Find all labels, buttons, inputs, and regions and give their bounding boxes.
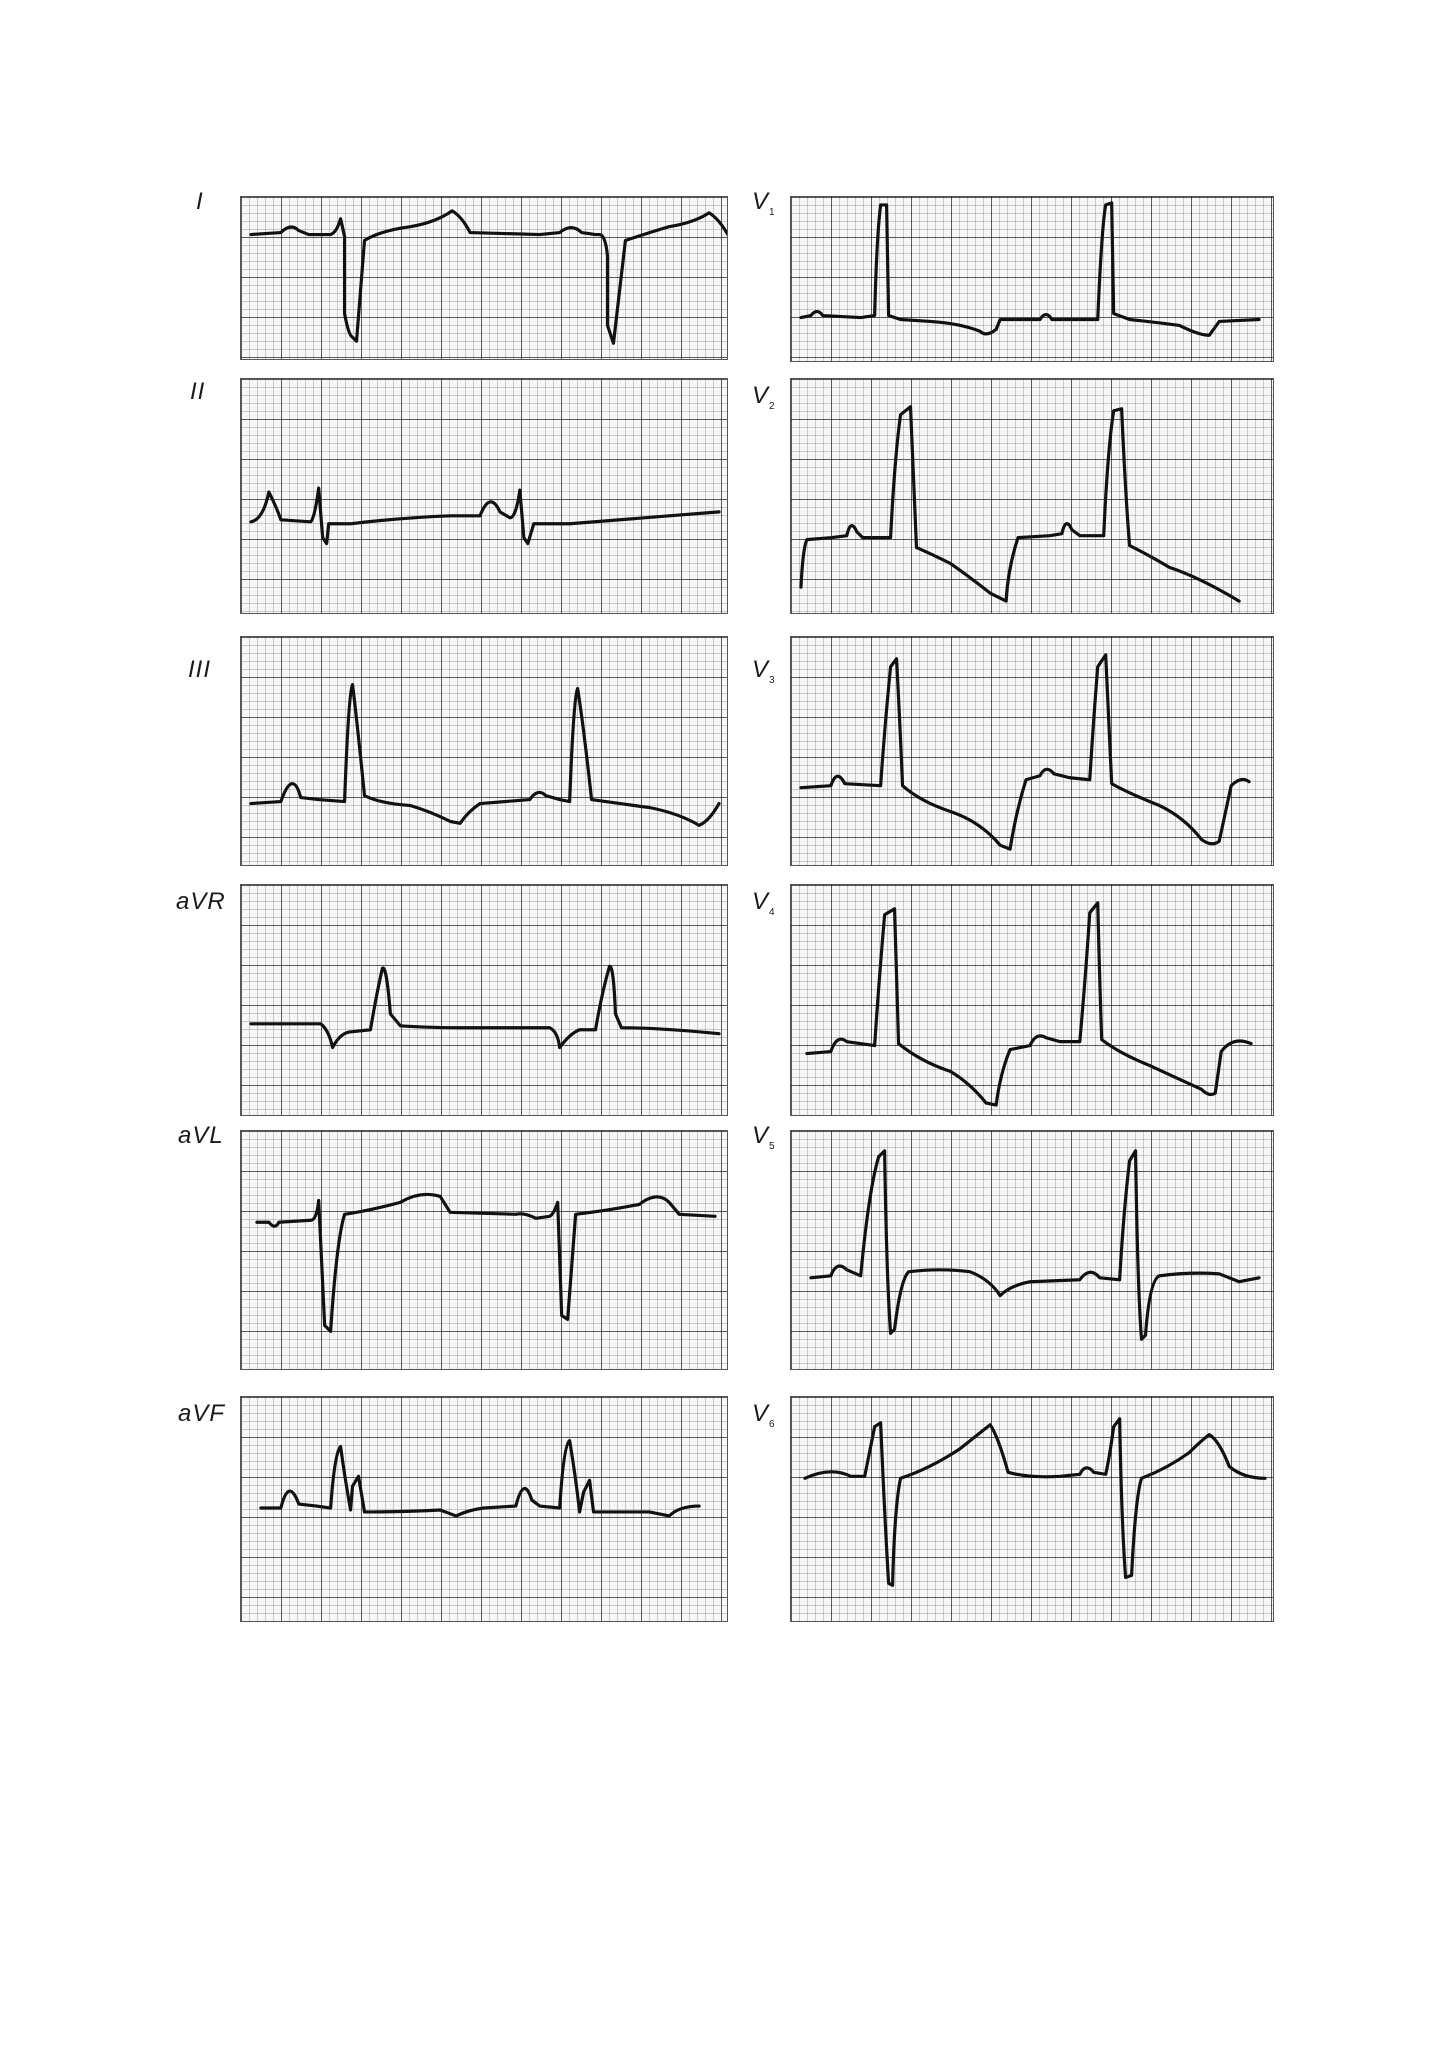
ecg-trace-lead-aVL [257,1194,715,1331]
ecg-trace-lead-V5 [811,1151,1259,1339]
ecg-strip-lead-V5 [790,1130,1274,1370]
ecg-trace-lead-II [251,488,719,544]
ecg-trace-lead-V2 [801,407,1239,601]
ecg-trace-lead-aVF [261,1441,699,1516]
ecg-trace-lead-V1 [801,203,1259,335]
ecg-strip-lead-V3 [790,636,1274,866]
ecg-strip-lead-aVF [240,1396,728,1622]
ecg-strip-lead-III [240,636,728,866]
ecg-strip-lead-II [240,378,728,614]
ecg-trace-lead-I [251,211,727,343]
ecg-strip-lead-V4 [790,884,1274,1116]
ecg-strip-lead-V6 [790,1396,1274,1622]
ecg-strip-lead-aVL [240,1130,728,1370]
ecg-trace-lead-III [251,685,719,826]
ecg-strip-lead-I [240,196,728,360]
lead-label-II: II [190,378,206,405]
ecg-trace-lead-V3 [801,655,1249,849]
lead-label-V3: $V_3$ [752,656,776,686]
lead-label-III: III [188,656,212,683]
lead-label-V6: $V_6$ [752,1400,776,1430]
ecg-strip-lead-aVR [240,884,728,1116]
lead-label-V2: $V_2$ [752,382,776,412]
ecg-trace-lead-aVR [251,966,719,1047]
lead-label-I: I [196,188,204,215]
lead-label-aVL: aVL [178,1122,224,1149]
lead-label-V4: $V_4$ [752,888,776,918]
lead-label-V1: $V_1$ [752,188,776,218]
ecg-strip-lead-V1 [790,196,1274,362]
lead-label-aVR: aVR [176,888,226,915]
ecg-trace-lead-V4 [807,903,1251,1105]
ecg-trace-lead-V6 [805,1419,1265,1586]
ecg-strip-lead-V2 [790,378,1274,614]
lead-label-aVF: aVF [178,1400,226,1427]
lead-label-V5: $V_5$ [752,1122,776,1152]
